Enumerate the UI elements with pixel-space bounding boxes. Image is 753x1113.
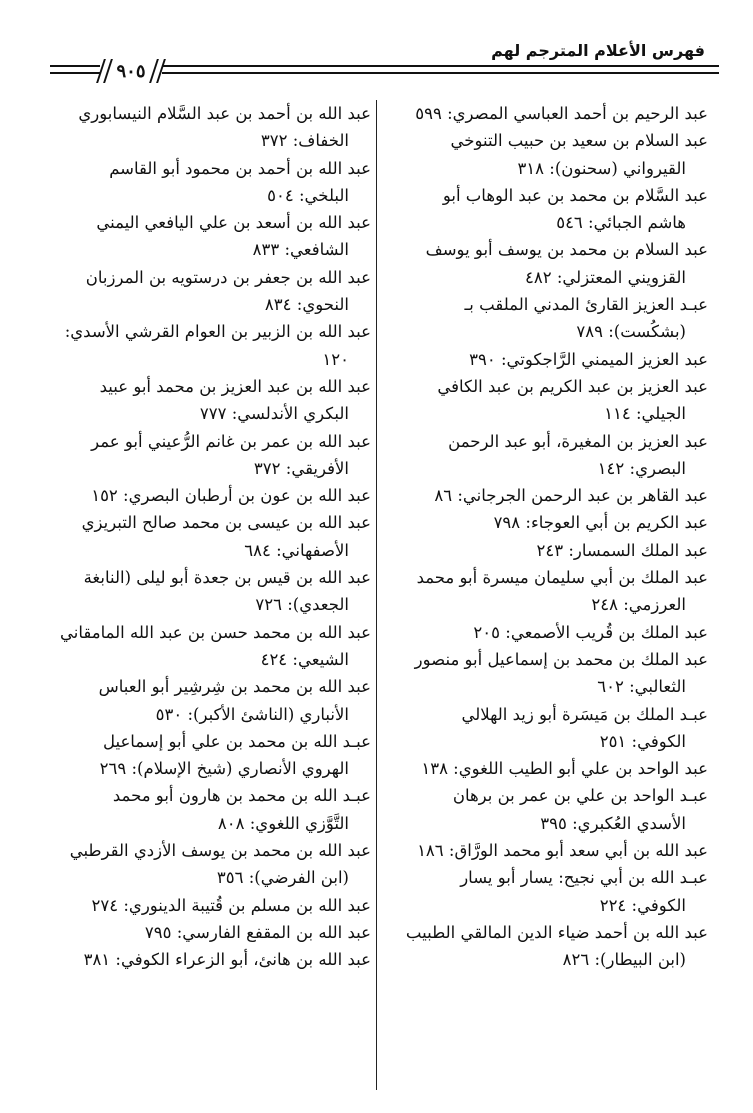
entry-continuation: الأصفهاني: ٦٨٤ <box>244 540 349 560</box>
index-entry <box>375 482 708 509</box>
entry-continuation: الهروي الأنصاري (شيخ الإسلام): ٢٦٩ <box>99 759 349 779</box>
entry-first-line: عبد السَّلام بن محمد بن عبد الوهاب أبو <box>442 185 708 205</box>
entry-first-line: عبـد الله بن محمد بن هارون أبو محمد <box>112 786 371 806</box>
index-entry <box>41 837 371 892</box>
entry-first-line: عبد السلام بن سعيد بن حبيب التنوخي <box>450 131 708 151</box>
index-entry <box>41 919 371 946</box>
entry-continuation: الأفريقي: ٣٧٢ <box>253 458 349 478</box>
entry-first-line: عبد الله بن عبد العزيز بن محمد أبو عبيد <box>99 376 371 396</box>
entry-first-line: عبد الملك بن محمد بن إسماعيل أبو منصور <box>414 649 708 669</box>
index-entry <box>41 892 371 919</box>
right-column <box>375 100 708 974</box>
index-entry <box>375 837 708 864</box>
entry-first-line: عبد العزيز بن المغيرة، أبو عبد الرحمن <box>448 431 708 451</box>
index-entry <box>375 182 708 237</box>
index-entry <box>375 619 708 646</box>
entry-first-line: عبد القاهر بن عبد الرحمن الجرجاني: ٨٦ <box>434 486 708 506</box>
index-entry <box>375 428 708 483</box>
entry-continuation: هاشم الجبائي: ٥٤٦ <box>556 213 686 233</box>
index-entry <box>375 537 708 564</box>
entry-first-line: عبد الواحد بن علي أبو الطيب اللغوي: ١٣٨ <box>421 759 708 779</box>
entry-continuation: التَّوَّزي اللغوي: ٨٠٨ <box>217 813 349 833</box>
index-entry <box>41 946 371 973</box>
entry-continuation: الكوفي: ٢٢٤ <box>599 895 686 915</box>
entry-continuation: (ابن الفرضي): ٣٥٦ <box>216 868 349 888</box>
entry-first-line: عبـد العزيز القارئ المدني الملقب بـ <box>464 295 708 315</box>
entry-continuation: الجيلي: ١١٤ <box>604 404 686 424</box>
entry-first-line: عبد الله بن أسعد بن علي اليافعي اليمني <box>96 213 371 233</box>
entry-first-line: عبد الله بن الزبير بن العوام القرشي الأسدي: <box>64 322 371 342</box>
entry-first-line: عبد الله بن عمر بن غانم الرُّعيني أبو عمر <box>91 431 371 451</box>
index-entry <box>375 701 708 756</box>
entry-first-line: عبد الملك بن قُريب الأصمعي: ٢٠٥ <box>473 622 708 642</box>
entry-continuation: (بشكُست): ٧٨٩ <box>576 322 686 342</box>
index-entry <box>41 264 371 319</box>
entry-first-line: عبد الرحيم بن أحمد العباسي المصري: ٥٩٩ <box>415 104 708 123</box>
entry-continuation: الخفاف: ٣٧٢ <box>260 131 349 151</box>
entry-first-line: عبد العزيز الميمني الرَّاجكوتي: ٣٩٠ <box>469 349 708 369</box>
entry-continuation: الثعالبي: ٦٠٢ <box>597 677 686 697</box>
entry-first-line: عبد الله بن محمد بن شِرشِير أبو العباس <box>98 677 371 697</box>
entry-continuation: ١٢٠ <box>322 349 349 369</box>
entry-first-line: عبـد الملك بن مَيسَرة أبو زيد الهلالي <box>461 704 708 724</box>
index-entry <box>375 373 708 428</box>
entry-first-line: عبد السلام بن محمد بن يوسف أبو يوسف <box>425 240 708 260</box>
entry-first-line: عبد العزيز بن عبد الكريم بن عبد الكافي <box>437 376 708 396</box>
entry-continuation: الكوفي: ٢٥١ <box>599 731 686 751</box>
entry-first-line: عبد الله بن أحمد ضياء الدين المالقي الطبيب <box>405 922 708 942</box>
left-column <box>41 100 371 974</box>
entry-first-line: عبد الله بن أحمد بن عبد السَّلام النيسابوري <box>78 104 371 123</box>
index-entry <box>41 373 371 428</box>
entry-first-line: عبد الله بن مسلم بن قُتيبة الدينوري: ٢٧٤ <box>91 895 371 915</box>
entry-continuation: البكري الأندلسي: ٧٧٧ <box>199 404 349 424</box>
entry-first-line: عبـد الواحد بن علي بن عمر بن برهان <box>452 786 708 806</box>
entry-first-line: عبد الملك بن أبي سليمان ميسرة أبو محمد <box>416 568 708 588</box>
entry-continuation: البلخي: ٥٠٤ <box>267 185 349 205</box>
entry-continuation: الأسدي العُكبري: ٣٩٥ <box>540 813 686 833</box>
index-entry <box>41 673 371 728</box>
index-entry <box>375 236 708 291</box>
entry-first-line: عبد الله بن قيس بن جعدة أبو ليلى (النابغة <box>83 568 371 588</box>
index-entry <box>41 100 371 155</box>
index-entry <box>41 782 371 837</box>
entry-continuation: العرزمي: ٢٤٨ <box>591 595 686 615</box>
entry-first-line: عبد الكريم بن أبي العوجاء: ٧٩٨ <box>493 513 708 533</box>
index-entry <box>375 100 708 127</box>
index-entry <box>41 482 371 509</box>
index-entry <box>41 509 371 564</box>
index-entry <box>375 127 708 182</box>
entry-first-line: عبد الله بن أحمد بن محمود أبو القاسم <box>109 158 371 178</box>
entry-continuation: الشافعي: ٨٣٣ <box>252 240 349 260</box>
index-entry <box>375 646 708 701</box>
index-entry <box>375 919 708 974</box>
index-entry <box>375 291 708 346</box>
index-entry <box>375 782 708 837</box>
entry-first-line: عبد الله بن هانئ، أبو الزعراء الكوفي: ٣٨١ <box>83 950 371 970</box>
index-entry <box>41 564 371 619</box>
index-entry <box>41 209 371 264</box>
index-entry <box>41 318 371 373</box>
entry-first-line: عبد الله بن أبي سعد أبو محمد الورَّاق: ١٨٦ <box>417 841 708 861</box>
entry-first-line: عبـد الله بن محمد بن علي أبو إسماعيل <box>102 731 371 751</box>
index-entry <box>375 509 708 536</box>
index-entry <box>375 564 708 619</box>
entry-first-line: عبـد الله بن أبي نجيح: يسار أبو يسار <box>460 868 708 888</box>
index-entry <box>375 755 708 782</box>
entry-continuation: (ابن البيطار): ٨٢٦ <box>562 950 686 970</box>
entry-continuation: البصري: ١٤٢ <box>597 458 686 478</box>
page-header <box>0 0 753 96</box>
index-entry <box>41 619 371 674</box>
page-number: ٩٠٥ <box>100 58 162 86</box>
index-entry <box>375 864 708 919</box>
entry-first-line: عبد الله بن المقفع الفارسي: ٧٩٥ <box>144 922 371 942</box>
entry-continuation: النحوي: ٨٣٤ <box>264 295 349 315</box>
index-entry <box>375 346 708 373</box>
column-divider <box>376 100 377 1090</box>
index-entry <box>41 428 371 483</box>
entry-continuation: القزويني المعتزلي: ٤٨٢ <box>525 267 686 287</box>
entry-first-line: عبد الله بن عيسى بن محمد صالح التبريزي <box>81 513 371 533</box>
running-title: فهرس الأعلام المترجم لهم <box>491 41 705 60</box>
index-entry <box>41 155 371 210</box>
entry-first-line: عبد الله بن محمد حسن بن عبد الله المامقاني <box>60 622 371 642</box>
entry-continuation: القيرواني (سحنون): ٣١٨ <box>517 158 686 178</box>
entry-first-line: عبد الله بن جعفر بن درستويه بن المرزبان <box>85 267 371 287</box>
entry-continuation: الأنباري (الناشئ الأكبر): ٥٣٠ <box>155 704 349 724</box>
entry-continuation: الجعدي): ٧٢٦ <box>255 595 349 615</box>
entry-first-line: عبد الله بن عون بن أرطبان البصري: ١٥٢ <box>91 486 371 506</box>
entry-continuation: الشيعي: ٤٢٤ <box>260 649 349 669</box>
entry-first-line: عبد الله بن محمد بن يوسف الأزدي القرطبي <box>69 841 371 861</box>
entry-first-line: عبد الملك السمسار: ٢٤٣ <box>536 540 708 560</box>
index-entry <box>41 728 371 783</box>
